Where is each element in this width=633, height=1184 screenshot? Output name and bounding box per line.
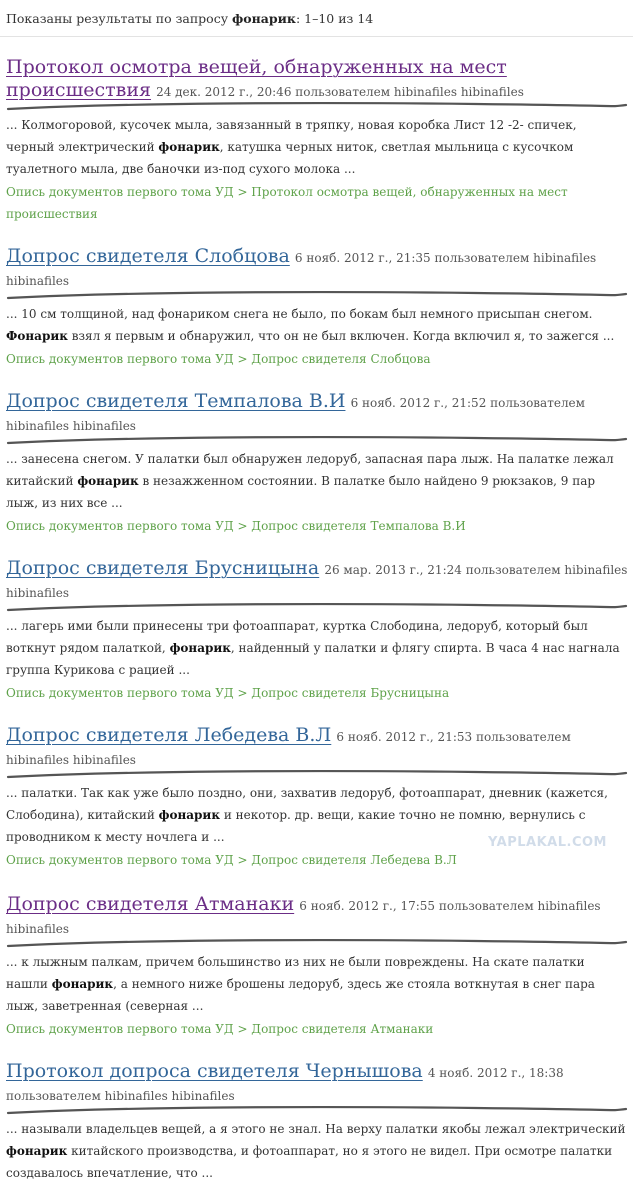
result-excerpt: [6, 951, 628, 1017]
title-underline-swash: [6, 289, 628, 301]
result-meta: 6 нояб. 2012 г., 21:52 пользователем hibinafiles hibinafiles: [6, 396, 585, 433]
result-title-link[interactable]: Протокол осмотра вещей, обнаруженных на мест происшествия: [6, 56, 507, 101]
result-title-link[interactable]: Допрос свидетеля Лебедева В.Л: [6, 724, 332, 746]
excerpt-highlight: фонарик: [169, 641, 231, 655]
search-result: [6, 893, 628, 1040]
result-title-link[interactable]: Допрос свидетеля Слобцова: [6, 245, 290, 267]
excerpt-highlight: фонарик: [77, 474, 139, 488]
result-breadcrumb-link[interactable]: Опись документов первого тома УД > Допрос свидетеля Темпалова В.И: [6, 519, 466, 533]
result-meta: 4 нояб. 2012 г., 18:38 пользователем hibinafiles hibinafiles: [6, 1066, 564, 1103]
excerpt-text: ... палатки. Так как уже было поздно, они, захватив ледоруб, фотоаппарат, дневник (кажется, Слободина), китайский: [6, 786, 608, 822]
search-summary-prefix: Показаны результаты по запросу: [6, 11, 233, 26]
result-meta: 6 нояб. 2012 г., 21:53 пользователем hibinafiles hibinafiles: [6, 730, 571, 767]
excerpt-text: и некотор. др. вещи, какие точно не помню, вернулись с проводником к месту ночлега и ...: [6, 808, 586, 844]
search-summary: [6, 11, 373, 26]
result-title-link[interactable]: Допрос свидетеля Атманаки: [6, 893, 295, 915]
search-result: [6, 56, 628, 225]
search-query: фонарик: [232, 11, 296, 26]
title-underline-swash: [6, 601, 628, 613]
result-meta: 24 дек. 2012 г., 20:46 пользователем hibinafiles hibinafiles: [156, 85, 524, 99]
excerpt-text: , найденный у палатки и флягу спирта. В часа 4 нас нагнала группа Курикова с рацией ...: [6, 641, 620, 677]
result-breadcrumb-link[interactable]: Опись документов первого тома УД > Допрос свидетеля Слобцова: [6, 352, 431, 366]
excerpt-text: взял я первым и обнаружил, что он не был включен. Когда включил я, то зажегся ...: [67, 329, 615, 343]
result-heading: [6, 724, 628, 771]
result-excerpt: [6, 303, 628, 347]
search-result: [6, 390, 628, 537]
result-heading: [6, 557, 628, 604]
title-underline-swash: [6, 937, 628, 949]
result-title-link[interactable]: Допрос свидетеля Брусницына: [6, 557, 320, 579]
excerpt-highlight: фонарик: [158, 140, 220, 154]
result-breadcrumb-link[interactable]: Опись документов первого тома УД > Допрос свидетеля Атманаки: [6, 1022, 434, 1036]
excerpt-text: ... к лыжным палкам, причем большинство из них не были повреждены. На скате палатки нашли: [6, 955, 585, 991]
result-breadcrumb-link[interactable]: Опись документов первого тома УД > Допрос свидетеля Лебедева В.Л: [6, 853, 457, 867]
excerpt-text: ... называли владельцев вещей, а я этого не знал. На верху палатки якобы лежал электрический: [6, 1122, 626, 1136]
excerpt-text: , а немного ниже брошены ледоруб, здесь же стояла воткнутая в снег пара лыж, заветренная (северная ...: [6, 977, 595, 1013]
header-divider: [0, 36, 633, 37]
result-breadcrumb-link[interactable]: Опись документов первого тома УД > Протокол осмотра вещей, обнаруженных на мест происшествия: [6, 185, 568, 221]
result-heading: [6, 56, 628, 103]
excerpt-text: ... лагерь ими были принесены три фотоаппарат, куртка Слободина, ледоруб, который был воткнут рядом палаткой,: [6, 619, 588, 655]
search-result: [6, 245, 628, 370]
excerpt-text: , катушка черных ниток, светлая мыльница с кусочком туалетного мыла, две баночки из-под сухого молока ...: [6, 140, 574, 176]
result-meta: 6 нояб. 2012 г., 17:55 пользователем hibinafiles hibinafiles: [6, 899, 601, 936]
excerpt-highlight: фонарик: [158, 808, 220, 822]
result-breadcrumb-link[interactable]: Опись документов первого тома УД > Допрос свидетеля Брусницына: [6, 686, 450, 700]
search-result: [6, 1060, 628, 1184]
result-heading: [6, 1060, 628, 1107]
result-heading: [6, 390, 628, 437]
excerpt-text: ... Колмогоровой, кусочек мыла, завязанный в тряпку, новая коробка Лист 12 -2- спичек, черный электрический: [6, 118, 577, 154]
result-excerpt: [6, 114, 628, 180]
excerpt-highlight: фонарик: [6, 1144, 68, 1158]
result-heading: [6, 245, 628, 292]
search-result: [6, 557, 628, 704]
result-meta: 6 нояб. 2012 г., 21:35 пользователем hibinafiles hibinafiles: [6, 251, 597, 288]
excerpt-text: ... 10 см толщиной, над фонариком снега не было, по бокам был немного присыпан снегом.: [6, 307, 593, 321]
result-excerpt: [6, 615, 628, 681]
result-excerpt: [6, 1118, 628, 1184]
search-summary-count: : 1–10 из 14: [295, 11, 374, 26]
result-heading: [6, 893, 628, 940]
excerpt-highlight: фонарик: [51, 977, 114, 991]
watermark-logo: YAPLAKAL.COM: [488, 835, 607, 850]
excerpt-text: ... занесена снегом. У палатки был обнаружен ледоруб, запасная пара лыж. На палатке лежал китайский: [6, 452, 614, 488]
excerpt-text: в незажженном состоянии. В палатке было найдено 9 рюкзаков, 9 пар лыж, из них все ...: [6, 474, 596, 510]
search-results-list: [6, 56, 628, 1184]
result-meta: 26 мар. 2013 г., 21:24 пользователем hibinafiles hibinafiles: [6, 563, 628, 600]
result-title-link[interactable]: Допрос свидетеля Темпалова В.И: [6, 390, 346, 412]
result-excerpt: [6, 448, 628, 514]
result-title-link[interactable]: Протокол допроса свидетеля Чернышова: [6, 1060, 423, 1082]
excerpt-text: китайского производства, и фотоаппарат, но я этого не видел. При осмотре палатки создавалось впечатление, что ...: [6, 1144, 613, 1180]
excerpt-highlight: Фонарик: [6, 329, 68, 343]
